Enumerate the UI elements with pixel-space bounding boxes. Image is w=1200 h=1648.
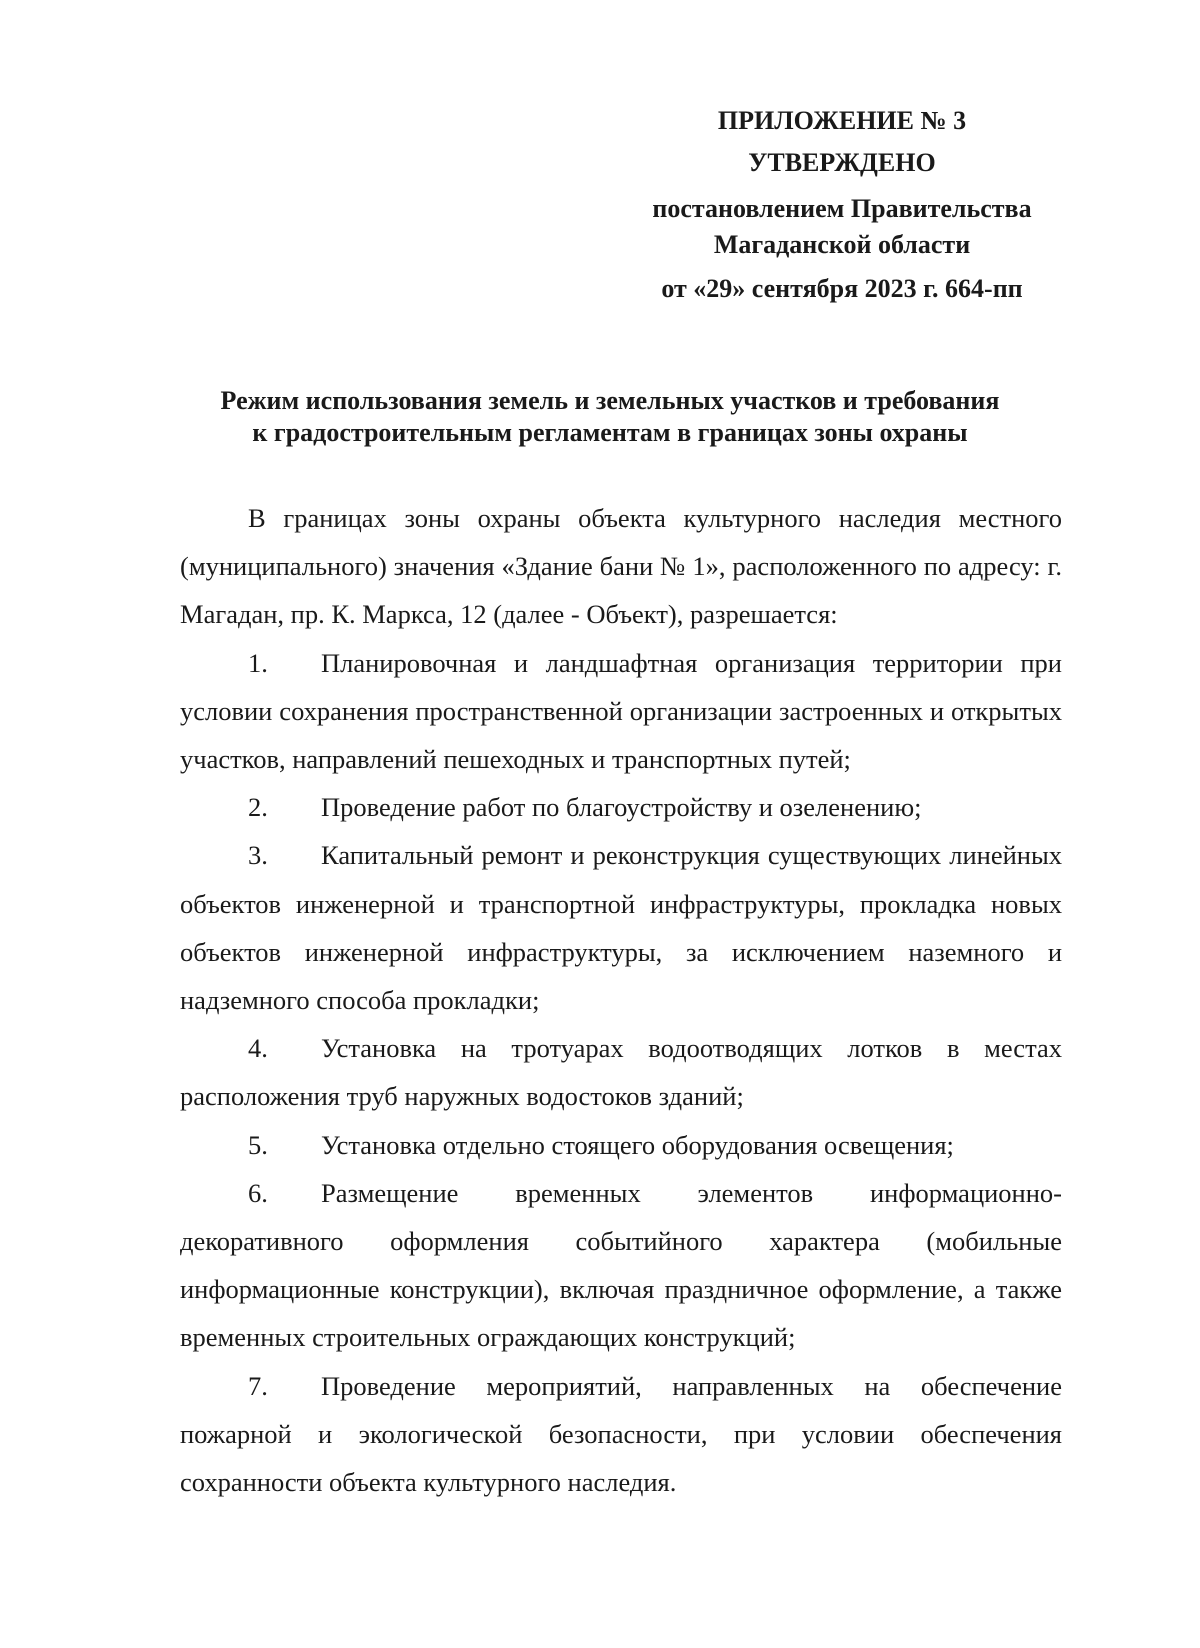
list-item-number: 4. (248, 1033, 268, 1064)
list-item-text: Планировочная и ландшафтная организация территории при условии сохранения пространственной организации застроенных и открытых участков, направлений пешеходных и транспортных путей; (180, 647, 1062, 775)
approval-date: от «29» сентября 2023 г. 664-пп (661, 274, 1023, 303)
document-title-line2: к градостроительным регламентам в границах зоны охраны (252, 418, 968, 447)
list-item-text: Проведение работ по благоустройству и озеленению; (321, 792, 922, 823)
approved-label: УТВЕРЖДЕНО (748, 148, 936, 177)
approval-block (632, 103, 1052, 307)
list-item-text: Капитальный ремонт и реконструкция существующих линейных объектов инженерной и транспортной инфраструктуры, прокладка новых объектов инженерной инфраструктуры, за исключением наземного и надземного способа прокладки; (180, 840, 1062, 1016)
list-item (180, 1121, 1062, 1169)
list-item-text: Проведение мероприятий, направленных на обеспечение пожарной и экологической безопасности, при условии обеспечения сохранности объекта культурного наследия. (180, 1370, 1062, 1498)
document-title-line1: Режим использования земель и земельных участков и требования (220, 386, 1000, 415)
list-item (180, 1362, 1062, 1507)
intro-paragraph: В границах зоны охраны объекта культурного наследия местного (муниципального) значения «Здание бани № 1», расположенного по адресу: г. Магадан, пр. К. Маркса, 12 (далее - Объект), разрешается: (180, 503, 1062, 630)
list-item-number: 5. (248, 1129, 268, 1160)
appendix-number: ПРИЛОЖЕНИЕ № 3 (717, 106, 967, 135)
approved-by-line2: Магаданской области (713, 230, 971, 259)
document-body (180, 494, 1062, 1506)
list-item (180, 1169, 1062, 1362)
approved-by-line1: постановлением Правительства (652, 194, 1032, 223)
list-item (180, 831, 1062, 1024)
list-item-text: Установка отдельно стоящего оборудования освещения; (321, 1129, 954, 1160)
list-item (180, 639, 1062, 784)
list-item-text: Установка на тротуарах водоотводящих лотков в местах расположения труб наружных водостоков зданий; (180, 1033, 1062, 1112)
list-item-number: 7. (248, 1370, 268, 1401)
list-item-number: 1. (248, 647, 268, 678)
list-item-number: 3. (248, 840, 268, 871)
list-item (180, 1024, 1062, 1120)
list-item (180, 783, 1062, 831)
document-title (170, 385, 1050, 449)
list-item-text: Размещение временных элементов информационно-декоративного оформления событийного характера (мобильные информационные конструкции), включая праздничное оформление, а также временных строительных ограждающих конструкций; (180, 1177, 1062, 1353)
list-item-number: 6. (248, 1177, 268, 1208)
list-item-number: 2. (248, 792, 268, 823)
